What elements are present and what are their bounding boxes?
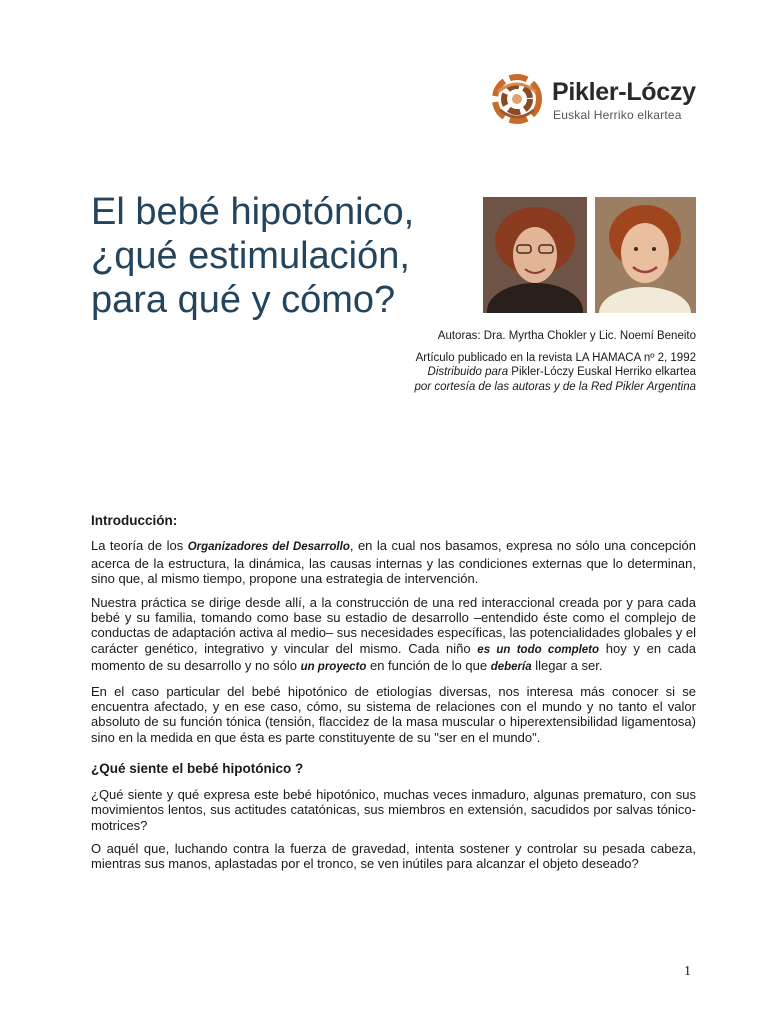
document-title	[91, 190, 471, 322]
authors-line: Autoras: Dra. Myrtha Chokler y Lic. Noemí Beneito	[437, 330, 696, 342]
intro-paragraph-2	[91, 595, 696, 676]
p1-emphasis: Organizadores del Desarrollo	[187, 541, 350, 554]
p1-text-b: , en la cual nos basamos, expresa no sólo una concepción acerca de la estructura, la dinámica, las causas internas y las condiciones externas que lo determinan, sino que, al mismo tiempo, propone una estrategia de intervención.	[91, 538, 697, 587]
author-photo-1	[483, 197, 587, 313]
logo-name: Pikler-Lóczy	[552, 78, 696, 106]
distributed-line	[276, 365, 696, 380]
knot-logo-icon	[490, 72, 544, 126]
p2-text-d: llegar a ser.	[531, 658, 603, 674]
p1-text-a: La teoría de los	[91, 538, 188, 554]
author-portrait-2-image	[595, 197, 696, 313]
distributed-prefix: Distribuido para	[427, 366, 509, 378]
intro-heading: Introducción:	[91, 513, 178, 528]
credits-block	[276, 329, 696, 394]
courtesy-line: por cortesía de las autoras y de la Red Pikler Argentina	[414, 380, 696, 393]
p2-emphasis-2: un proyecto	[300, 661, 367, 674]
author-portrait-1-image	[483, 197, 587, 313]
distributed-name: Pikler-Lóczy Euskal Herriko elkartea	[508, 366, 696, 378]
title-line-2: ¿qué estimulación,	[91, 235, 410, 277]
intro-paragraph-1	[91, 538, 696, 586]
intro-paragraph-3: En el caso particular del bebé hipotónico de etiologías diversas, nos interesa más conocer si se encuentra afectado, y en ese caso, cómo, su sistema de relaciones con el mundo y no tanto el valor absoluto de su función tónica (tensión, flaccidez de la masa muscular o hiperextensibilidad ligamentosa) sino en la medida en que ésta es parte constituyente de su "ser en el mundo".	[91, 683, 696, 745]
p2-text-c: en función de lo que	[366, 658, 491, 674]
p2-text-b: hoy y en cada momento de su desarrollo y no sólo	[91, 640, 696, 674]
article-body	[91, 513, 696, 880]
section-2-paragraph-1: ¿Qué siente y qué expresa este bebé hipotónico, muchas veces inmaduro, algunas prematuro, con sus movimientos lentos, sus actitudes catatónicas, sus miembros en extensión, sacudidos por salvas tónico-motrices?	[91, 786, 696, 833]
section-2-heading: ¿Qué siente el bebé hipotónico ?	[91, 761, 304, 777]
logo-subtitle: Euskal Herriko elkartea	[553, 108, 682, 122]
title-line-3: para qué y cómo?	[91, 279, 396, 321]
section-2-paragraph-2: O aquél que, luchando contra la fuerza de gravedad, intenta sostener y controlar su pesada cabeza, mientras sus manos, aplastadas por el tronco, se ven inútiles para alcanzar el objeto deseado?	[91, 840, 696, 872]
title-line-1: El bebé hipotónico,	[91, 191, 415, 233]
page-number: 1	[684, 964, 691, 979]
author-photo-2	[595, 197, 696, 313]
pikler-loczy-logo	[490, 72, 710, 128]
p2-emphasis-1: es un todo completo	[477, 643, 600, 656]
p2-emphasis-3: debería	[490, 661, 532, 674]
published-line: Artículo publicado en la revista LA HAMACA nº 2, 1992	[415, 351, 696, 364]
p2-text-a: Nuestra práctica se dirige desde allí, a la construcción de una red interaccional creada por y para cada bebé y su familia, tomando como base su estadio de desarrollo –entendido éste como el complejo de conductas de adaptación activa al medio– sus necesidades específicas, las potencialidades globales y el carácter genético, integrativo y vincular del mismo. Cada niño	[91, 594, 696, 656]
